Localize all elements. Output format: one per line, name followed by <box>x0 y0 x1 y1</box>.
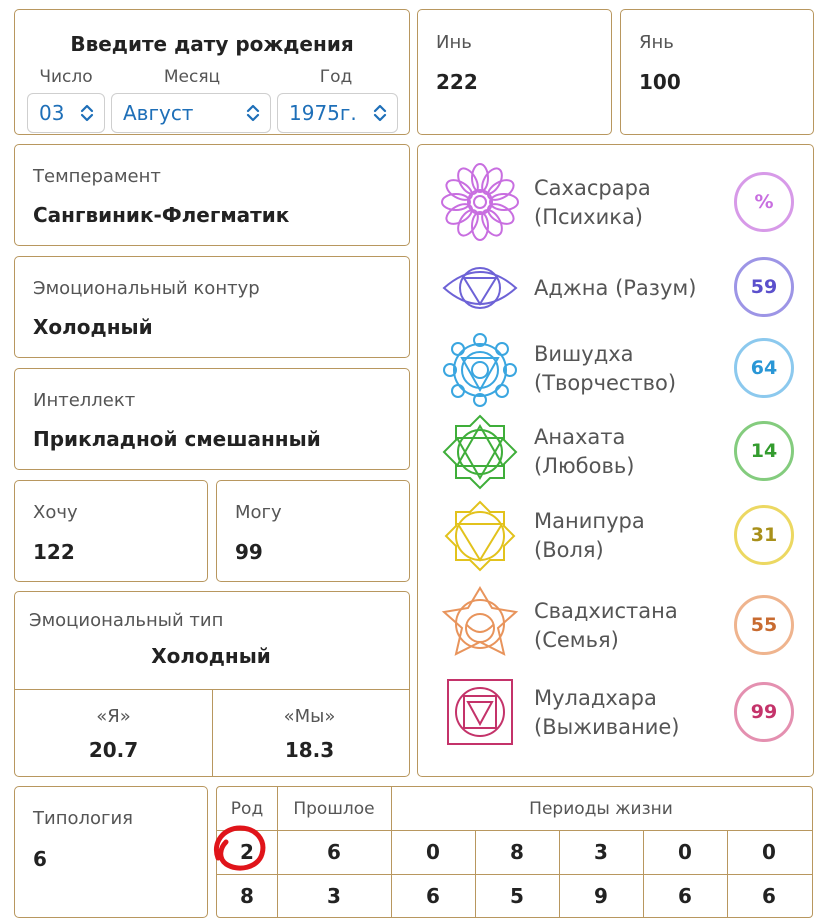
divider <box>212 689 213 776</box>
year-label: Год <box>319 67 353 87</box>
chakra-name: Сахасрара (Психика) <box>534 176 651 229</box>
typology-label: Типология <box>33 808 133 829</box>
heart-chakra-icon <box>440 412 520 492</box>
annotation-circle <box>208 820 272 878</box>
temperament-card <box>14 144 410 246</box>
emotional-contour-card <box>14 256 410 358</box>
birth-date-card <box>14 9 410 135</box>
can-value: 99 <box>235 540 263 564</box>
emotional-type-value: Холодный <box>151 644 271 668</box>
up-down-chevron-icon <box>372 103 388 123</box>
month-value: Август <box>123 101 194 125</box>
month-label: Месяц <box>163 67 221 87</box>
yang-value: 100 <box>639 70 681 94</box>
chakra-value-badge: % <box>734 172 794 232</box>
chakra-value-badge: 31 <box>734 505 794 565</box>
lotus-icon <box>440 162 520 242</box>
intellect-label: Интеллект <box>33 390 136 411</box>
period-cell: 6 <box>426 883 440 908</box>
want-label: Хочу <box>33 502 78 523</box>
ya-value: 20.7 <box>88 738 139 762</box>
intellect-card <box>14 368 410 470</box>
rod-header: Род <box>230 798 264 819</box>
year-value: 1975г. <box>289 101 357 125</box>
chakra-name: Аджна (Разум) <box>534 276 697 300</box>
chakra-name: Свадхистана (Семья) <box>534 599 678 652</box>
periods-header: Периоды жизни <box>529 798 673 819</box>
typology-card <box>14 786 208 918</box>
past-header: Прошлое <box>293 798 375 819</box>
emotional-contour-label: Эмоциональный контур <box>33 278 260 299</box>
chakra-name: Манипура (Воля) <box>534 509 645 562</box>
period-cell: 3 <box>594 840 608 864</box>
year-select[interactable] <box>277 93 398 133</box>
day-label: Число <box>39 67 93 87</box>
birth-date-title: Введите дату рождения <box>70 32 354 56</box>
period-cell: 6 <box>678 883 692 908</box>
period-cell: 9 <box>594 883 608 908</box>
up-down-chevron-icon <box>245 103 261 123</box>
root-chakra-icon <box>440 672 520 752</box>
yin-label: Инь <box>436 32 472 53</box>
yin-value: 222 <box>436 70 478 94</box>
day-value: 03 <box>39 101 65 125</box>
period-cell: 5 <box>510 883 524 908</box>
solar-plexus-icon <box>440 496 520 576</box>
emotional-type-card <box>14 591 410 777</box>
period-cell: 8 <box>510 840 524 864</box>
want-card <box>14 480 208 582</box>
my-label: «Мы» <box>283 706 336 727</box>
throat-chakra-icon <box>440 330 520 410</box>
sacral-chakra-icon <box>440 584 520 664</box>
intellect-value: Прикладной смешанный <box>33 427 321 451</box>
day-select[interactable] <box>27 93 105 133</box>
life-periods-table <box>216 786 813 918</box>
can-label: Могу <box>235 502 282 523</box>
yang-label: Янь <box>639 32 674 53</box>
period-cell: 6 <box>762 883 776 908</box>
emotional-contour-value: Холодный <box>33 315 153 339</box>
chakra-name: Анахата (Любовь) <box>534 425 635 478</box>
ya-label: «Я» <box>96 706 131 727</box>
yin-card <box>417 9 612 135</box>
period-cell: 0 <box>762 840 776 864</box>
chakra-value-badge: 14 <box>734 421 794 481</box>
chakra-value-badge: 99 <box>734 682 794 742</box>
typology-value: 6 <box>33 847 47 871</box>
chakra-name: Муладхара (Выживание) <box>534 686 680 739</box>
period-cell: 0 <box>426 840 440 864</box>
month-select[interactable] <box>111 93 271 133</box>
rod-cell: 8 <box>240 883 254 908</box>
emotional-type-label: Эмоциональный тип <box>29 610 224 631</box>
temperament-label: Темперамент <box>33 166 161 187</box>
period-cell: 0 <box>678 840 692 864</box>
eye-icon <box>440 248 520 328</box>
want-value: 122 <box>33 540 75 564</box>
yang-card <box>620 9 814 135</box>
chakra-value-badge: 55 <box>734 595 794 655</box>
up-down-chevron-icon <box>79 103 95 123</box>
chakra-name: Вишудха (Творчество) <box>534 342 677 395</box>
past-cell: 6 <box>327 840 341 864</box>
can-card <box>216 480 410 582</box>
chakra-value-badge: 59 <box>734 257 794 317</box>
temperament-value: Сангвиник-Флегматик <box>33 203 290 227</box>
rod-cell: 2 <box>240 840 254 864</box>
my-value: 18.3 <box>284 738 335 762</box>
chakra-value-badge: 64 <box>734 338 794 398</box>
past-cell: 3 <box>327 883 341 908</box>
